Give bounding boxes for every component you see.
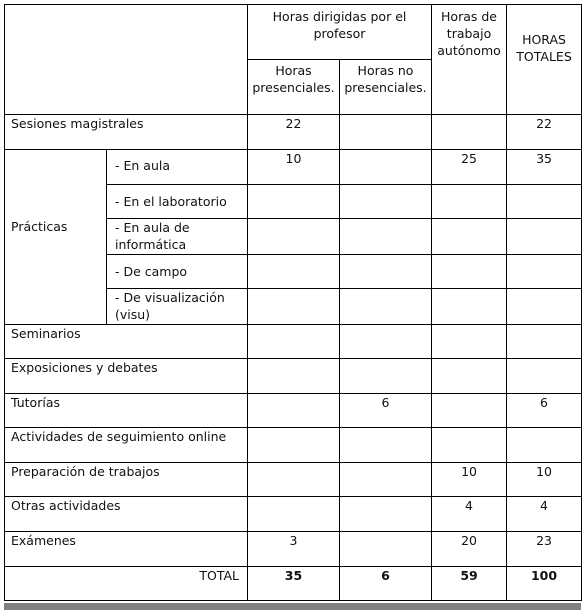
table-row [5, 463, 582, 497]
total-label: TOTAL [5, 567, 248, 601]
header-remote-hours: Horas no presenciales. [340, 60, 432, 115]
header-in-person-hours: Horas presenciales. [248, 60, 340, 115]
total-autonomous-value: 59 [432, 567, 507, 601]
in-person-value [248, 185, 340, 219]
sub-activity-label: - De visualización (visu) [107, 289, 248, 325]
activity-label: Sesiones magistrales [5, 115, 248, 150]
hours-table [4, 4, 582, 601]
sub-activity-label: - En aula [107, 150, 248, 185]
remote-value [340, 359, 432, 394]
autonomous-value [432, 185, 507, 219]
bottom-divider [4, 603, 581, 610]
remote-value [340, 463, 432, 497]
autonomous-value [432, 325, 507, 359]
remote-value [340, 289, 432, 325]
activity-label: Seminarios [5, 325, 248, 359]
table-row [5, 115, 582, 150]
in-person-value: 10 [248, 150, 340, 185]
in-person-value [248, 428, 340, 463]
total-remote-value: 6 [340, 567, 432, 601]
activity-label: Tutorías [5, 394, 248, 428]
autonomous-value [432, 289, 507, 325]
grand-total-value: 100 [507, 567, 582, 601]
activity-label: Exámenes [5, 532, 248, 567]
sub-activity-label: - En el laboratorio [107, 185, 248, 219]
autonomous-value [432, 255, 507, 289]
in-person-value [248, 219, 340, 255]
in-person-value [248, 463, 340, 497]
table-row [5, 325, 582, 359]
table-row [5, 359, 582, 394]
total-value: 23 [507, 532, 582, 567]
remote-value: 6 [340, 394, 432, 428]
total-value [507, 185, 582, 219]
remote-value [340, 150, 432, 185]
in-person-value [248, 289, 340, 325]
total-value [507, 325, 582, 359]
autonomous-value: 25 [432, 150, 507, 185]
sub-activity-label: - De campo [107, 255, 248, 289]
activity-label: Otras actividades [5, 497, 248, 532]
remote-value [340, 325, 432, 359]
in-person-value [248, 255, 340, 289]
activity-label: Exposiciones y debates [5, 359, 248, 394]
table-row [5, 532, 582, 567]
header-empty-cell [5, 5, 248, 115]
autonomous-value [432, 219, 507, 255]
total-value [507, 255, 582, 289]
autonomous-value [432, 394, 507, 428]
in-person-value [248, 359, 340, 394]
autonomous-value: 20 [432, 532, 507, 567]
in-person-value: 22 [248, 115, 340, 150]
header-directed-hours: Horas dirigidas por el profesor [248, 5, 432, 60]
total-in-person-value: 35 [248, 567, 340, 601]
header-autonomous-hours: Horas de trabajo autónomo [432, 5, 507, 115]
in-person-value [248, 497, 340, 532]
remote-value [340, 219, 432, 255]
autonomous-value: 10 [432, 463, 507, 497]
remote-value [340, 532, 432, 567]
header-total-hours: HORAS TOTALES [507, 5, 582, 115]
activity-label: Preparación de trabajos [5, 463, 248, 497]
autonomous-value [432, 115, 507, 150]
remote-value [340, 185, 432, 219]
practices-label: Prácticas [5, 150, 107, 325]
total-value: 22 [507, 115, 582, 150]
autonomous-value: 4 [432, 497, 507, 532]
table-row [5, 428, 582, 463]
in-person-value: 3 [248, 532, 340, 567]
total-value [507, 219, 582, 255]
total-value: 6 [507, 394, 582, 428]
remote-value [340, 255, 432, 289]
remote-value [340, 497, 432, 532]
total-row [5, 567, 582, 601]
total-value [507, 359, 582, 394]
table-row [5, 497, 582, 532]
remote-value [340, 428, 432, 463]
table-row [5, 150, 582, 185]
in-person-value [248, 325, 340, 359]
total-value [507, 428, 582, 463]
sub-activity-label: - En aula de informática [107, 219, 248, 255]
autonomous-value [432, 428, 507, 463]
total-value [507, 289, 582, 325]
autonomous-value [432, 359, 507, 394]
remote-value [340, 115, 432, 150]
in-person-value [248, 394, 340, 428]
total-value: 4 [507, 497, 582, 532]
total-value: 10 [507, 463, 582, 497]
total-value: 35 [507, 150, 582, 185]
activity-label: Actividades de seguimiento online [5, 428, 248, 463]
table-row [5, 394, 582, 428]
